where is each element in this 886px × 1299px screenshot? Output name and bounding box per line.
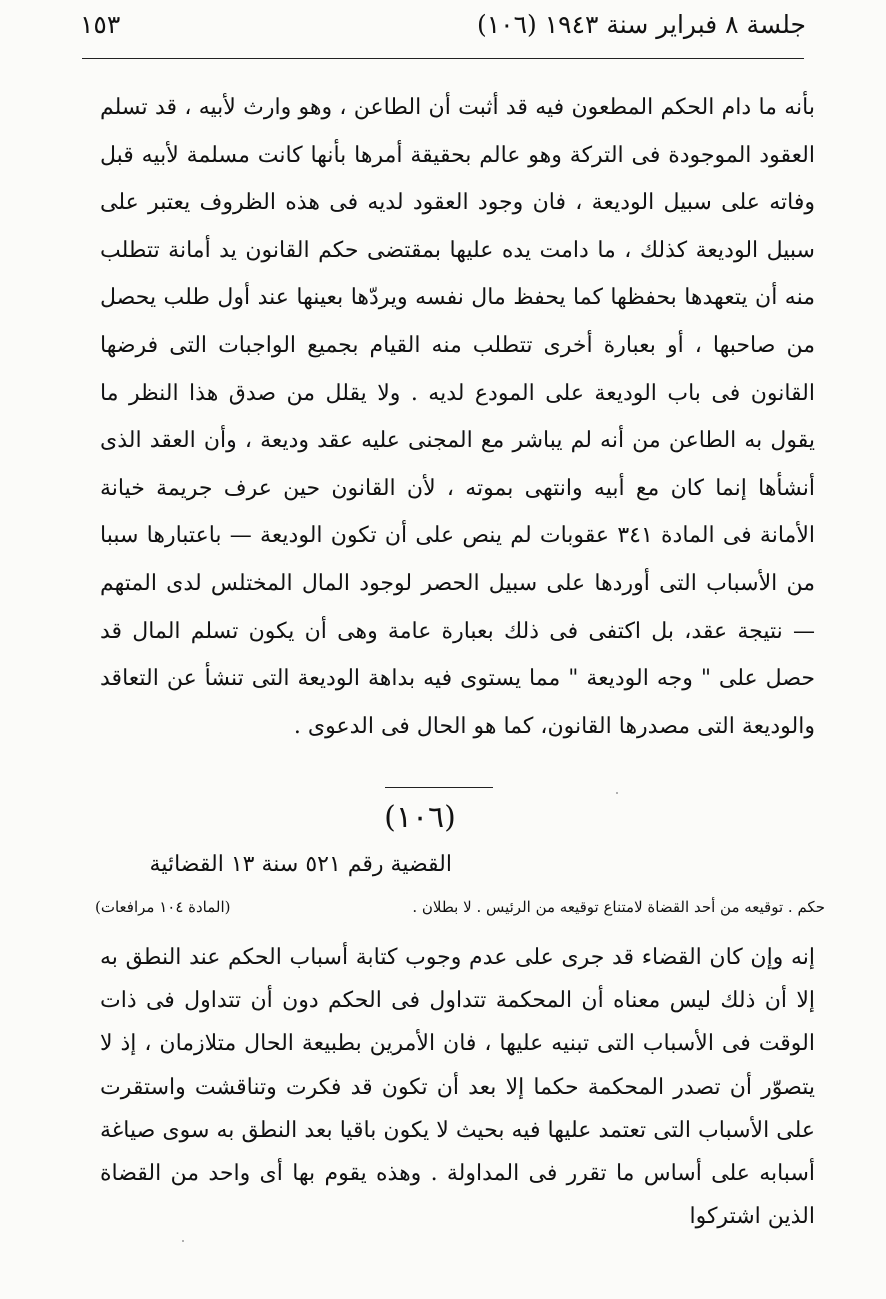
- scan-speck: [616, 792, 618, 794]
- case-summary: [95, 898, 825, 924]
- page-header: [80, 6, 806, 54]
- section-divider: [385, 787, 493, 788]
- paragraph-ruling-continuation: بأنه ما دام الحكم المطعون فيه قد أثبت أن الطاعن ، وهو وارث لأبيه ، قد تسلم العقود الموجودة فى التركة وهو عالم بحقيقة أمرها بأنها كانت مسلمة لأبيه قبل وفاته على سبيل الوديعة ، فان وجود العقود لديه فى هذه الظروف يعتبر على سبيل الوديعة كذلك ، ما دامت يده عليها بمقتضى حكم القانون يد أمانة تتطلب منه أن يتعهدها بحفظها كما يحفظ مال نفسه ويردّها بعينها عند أول طلب يحصل من صاحبها ، أو بعبارة أخرى تتطلب منه القيام بجميع الواجبات التى فرضها القانون فى باب الوديعة على المودع لديه . ولا يقلل من صدق هذا النظر ما يقول به الطاعن من أنه لم يباشر مع المجنى عليه عقد وديعة ، وأن العقد الذى أنشأها إنما كان مع أبيه وانتهى بموته ، لأن القانون حين عرف جريمة خيانة الأمانة فى المادة ٣٤١ عقوبات لم ينص على أن تكون الوديعة — باعتبارها سببا من الأسباب التى أوردها على سبيل الحصر لوجود المال المختلس لدى المتهم — نتيجة عقد، بل اكتفى فى ذلك بعبارة عامة وهى أن يكون تسلم المال قد حصل على " وجه الوديعة " مما يستوى فيه بداهة الوديعة التى تنشأ عن التعاقد والوديعة التى مصدرها القانون، كما هو الحال فى الدعوى .: [100, 95, 815, 739]
- summary-reference: (المادة ١٠٤ مرافعات): [95, 898, 231, 916]
- running-title: جلسة ٨ فبراير سنة ١٩٤٣ (١٠٦): [476, 10, 806, 39]
- case-title: القضية رقم ٥٢١ سنة ١٣ القضائية: [149, 852, 452, 877]
- page-number: ١٥٣: [80, 10, 121, 39]
- header-rule: [82, 58, 804, 59]
- scan-speck: [182, 1240, 184, 1242]
- paragraph-ruling: إنه وإن كان القضاء قد جرى على عدم وجوب كتابة أسباب الحكم عند النطق به إلا أن ذلك ليس معناه أن المحكمة تتداول فى الحكم دون أن تتداول فى ذات الوقت فى الأسباب التى تبنيه عليها ، فان الأمرين بطبيعة الحال متلازمان ، إذ لا يتصوّر أن تصدر المحكمة حكما إلا بعد أن تكون قد فكرت وتناقشت واستقرت على الأسباب التى تعتمد عليها فيه بحيث لا يكون باقيا بعد النطق به سوى صياغة أسبابه على أساس ما تقرر فى المداولة . وهذه يقوم بها أى واحد من القضاة الذين اشتركوا: [100, 945, 815, 1230]
- summary-text: حكم . توقيعه من أحد القضاة لامتناع توقيعه من الرئيس . لا بطلان .: [412, 898, 825, 916]
- case-number: (١٠٦): [384, 800, 456, 835]
